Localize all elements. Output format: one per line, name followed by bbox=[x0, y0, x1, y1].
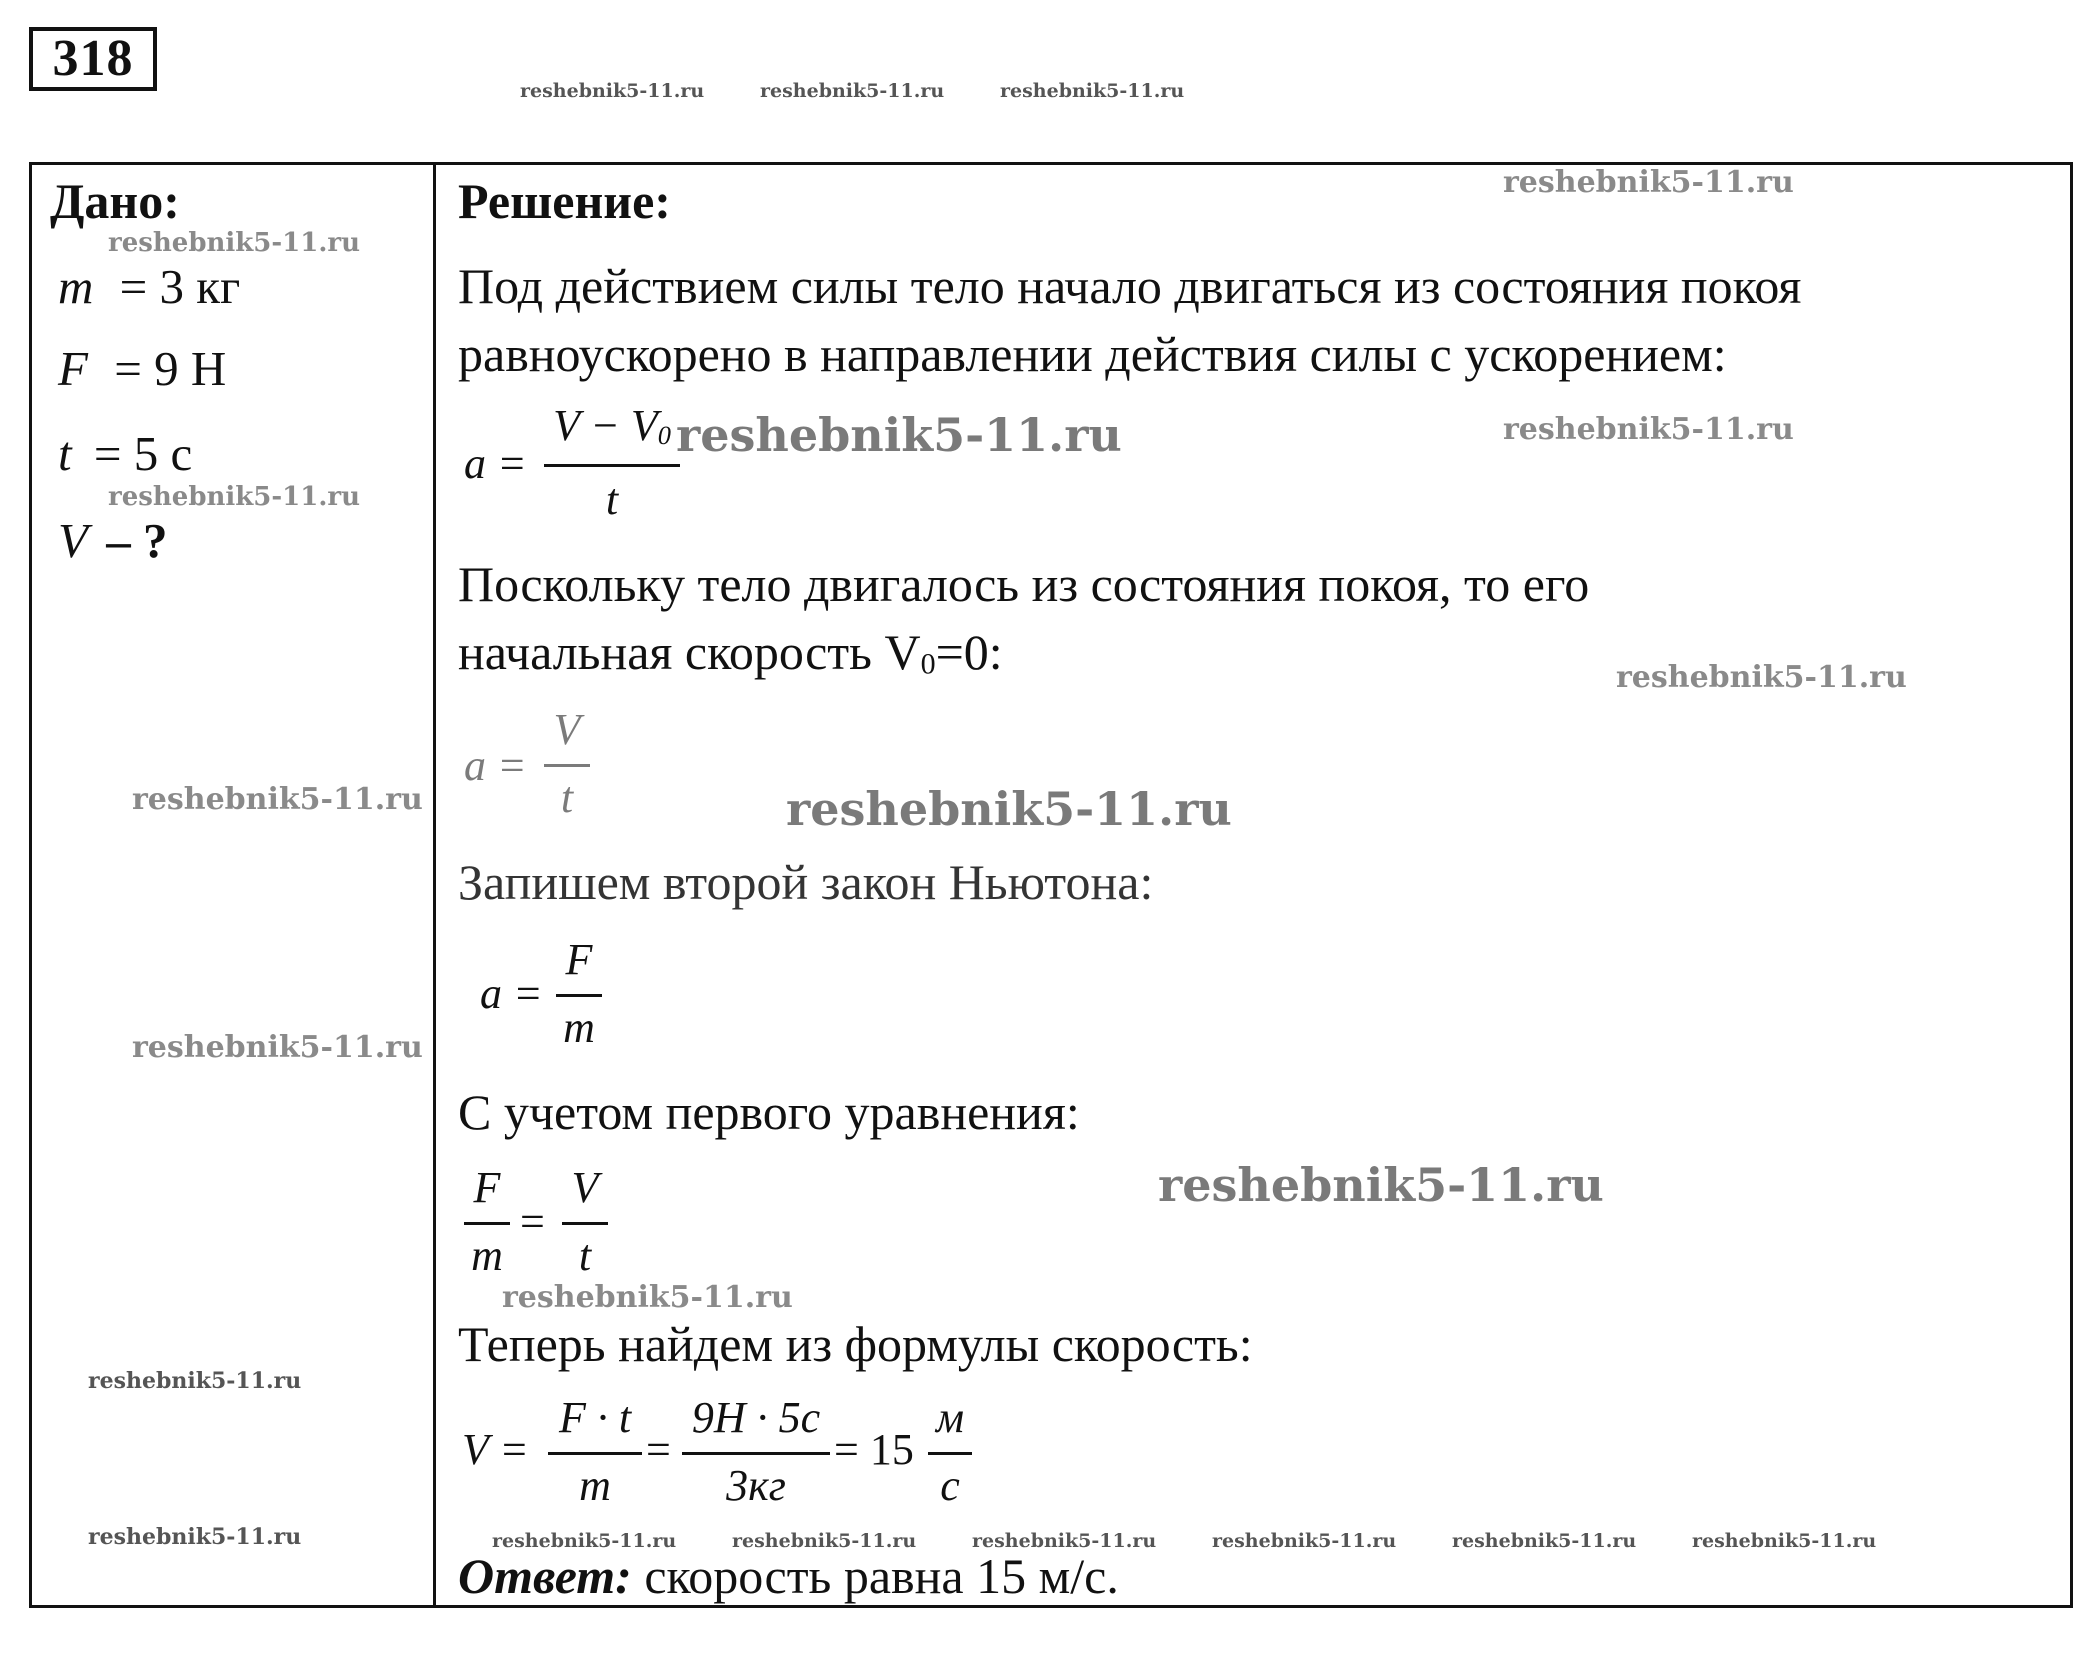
unknown-suffix: – ? bbox=[106, 513, 168, 568]
unknown-symbol: V bbox=[58, 513, 88, 568]
watermark: reshebnik5-11.ru bbox=[88, 1524, 302, 1550]
paragraph-5: Теперь найдем из формулы скорость: bbox=[458, 1316, 1253, 1372]
fraction-bar bbox=[928, 1452, 972, 1455]
formula-4-right-fraction bbox=[562, 1162, 608, 1282]
watermark: reshebnik5-11.ru bbox=[492, 1530, 677, 1552]
time-symbol: t bbox=[58, 426, 72, 481]
formula-2-denominator: t bbox=[560, 773, 574, 822]
fraction-bar bbox=[562, 1222, 608, 1225]
formula-4-right-denominator: t bbox=[578, 1231, 592, 1280]
watermark: reshebnik5-11.ru bbox=[1452, 1530, 1637, 1552]
watermark: reshebnik5-11.ru bbox=[1503, 412, 1794, 447]
paragraph-2 bbox=[458, 550, 1589, 699]
formula-5-numerator-1: F · t bbox=[558, 1393, 632, 1442]
paragraph-1-line-2: равноускорено в направлении действия силы с ускорением: bbox=[458, 326, 1727, 382]
formula-5-numerator-3: м bbox=[935, 1393, 965, 1442]
fraction-bar bbox=[548, 1452, 642, 1455]
mass-symbol: m bbox=[58, 259, 94, 314]
watermark: reshebnik5-11.ru bbox=[972, 1530, 1157, 1552]
formula-1-fraction bbox=[544, 400, 680, 530]
paragraph-1-line-1: Под действием силы тело начало двигаться из состояния покоя bbox=[458, 258, 1802, 314]
formula-1-denominator: t bbox=[605, 475, 619, 524]
force-value: = 9 Н bbox=[114, 341, 227, 396]
formula-1-numerator: $V - V_0$ bbox=[553, 401, 671, 450]
watermark: reshebnik5-11.ru bbox=[1616, 660, 1907, 695]
column-divider bbox=[433, 162, 436, 1608]
formula-5-denominator-3: c bbox=[940, 1461, 960, 1510]
formula-4-left-numerator: F bbox=[473, 1163, 501, 1212]
formula-4-equals: = bbox=[520, 1197, 545, 1246]
watermark: reshebnik5-11.ru bbox=[1000, 80, 1185, 102]
fraction-bar bbox=[682, 1452, 830, 1455]
formula-2-numerator: V bbox=[553, 705, 581, 754]
fraction-bar bbox=[464, 1222, 510, 1225]
formula-5-fraction-2 bbox=[682, 1392, 830, 1512]
formula-5-denominator-1: m bbox=[579, 1461, 611, 1510]
watermark: reshebnik5-11.ru bbox=[108, 482, 361, 512]
mass-value: = 3 кг bbox=[119, 259, 241, 314]
watermark: reshebnik5-11.ru bbox=[132, 782, 423, 817]
paragraph-2-line-1: Поскольку тело двигалось из состояния покоя, то его bbox=[458, 556, 1590, 612]
formula-5-denominator-2: 3кг bbox=[726, 1461, 786, 1510]
paragraph-1 bbox=[458, 252, 1801, 388]
formula-5-numerator-2: 9H · 5c bbox=[691, 1393, 821, 1442]
paragraph-2-line-2: начальная скорость $V_0=0$: bbox=[458, 624, 1003, 681]
watermark: reshebnik5-11.ru bbox=[88, 1368, 302, 1394]
formula-5-fraction-3 bbox=[928, 1392, 972, 1512]
time-value: = 5 с bbox=[93, 426, 193, 481]
formula-3-numerator: F bbox=[565, 935, 593, 984]
formula-5-equals-2: = 15 bbox=[834, 1425, 914, 1474]
formula-5-fraction-1 bbox=[548, 1392, 642, 1512]
formula-5-lhs: V = bbox=[462, 1425, 529, 1474]
formula-3-denominator: m bbox=[563, 1003, 595, 1052]
formula-2-fraction bbox=[544, 704, 590, 824]
watermark: reshebnik5-11.ru bbox=[1503, 165, 1794, 200]
watermark: reshebnik5-11.ru bbox=[732, 1530, 917, 1552]
given-time bbox=[58, 425, 192, 482]
watermark: reshebnik5-11.ru bbox=[1692, 1530, 1877, 1552]
answer-text: скорость равна 15 м/с. bbox=[631, 1548, 1119, 1604]
formula-3-fraction bbox=[556, 934, 602, 1054]
watermark: reshebnik5-11.ru bbox=[108, 228, 361, 258]
given-force bbox=[58, 340, 226, 397]
force-symbol: F bbox=[58, 341, 88, 396]
watermark: reshebnik5-11.ru bbox=[676, 408, 1122, 462]
watermark: reshebnik5-11.ru bbox=[1212, 1530, 1397, 1552]
formula-4-left-denominator: m bbox=[471, 1231, 503, 1280]
given-heading: Дано: bbox=[50, 173, 180, 229]
formula-2-lhs: a = bbox=[464, 741, 527, 790]
formula-4-right-numerator: V bbox=[571, 1163, 599, 1212]
formula-5-equals-1: = bbox=[646, 1425, 671, 1474]
formula-3-lhs: a = bbox=[480, 969, 543, 1018]
formula-4-left-fraction bbox=[464, 1162, 510, 1282]
given-unknown bbox=[58, 512, 167, 569]
solution-heading: Решение: bbox=[458, 173, 671, 229]
answer-label: Ответ: bbox=[458, 1548, 632, 1604]
fraction-bar bbox=[544, 764, 590, 767]
watermark: reshebnik5-11.ru bbox=[1158, 1158, 1604, 1212]
paragraph-3: Запишем второй закон Ньютона: bbox=[458, 854, 1154, 910]
watermark: reshebnik5-11.ru bbox=[502, 1280, 793, 1315]
watermark: reshebnik5-11.ru bbox=[132, 1030, 423, 1065]
watermark: reshebnik5-11.ru bbox=[520, 80, 705, 102]
fraction-bar bbox=[556, 994, 602, 997]
watermark: reshebnik5-11.ru bbox=[760, 80, 945, 102]
paragraph-4: С учетом первого уравнения: bbox=[458, 1084, 1080, 1140]
problem-number: 318 bbox=[29, 27, 157, 91]
fraction-bar bbox=[544, 464, 680, 467]
formula-1-lhs: a = bbox=[464, 439, 527, 488]
watermark: reshebnik5-11.ru bbox=[786, 782, 1232, 836]
given-mass bbox=[58, 258, 240, 315]
answer bbox=[458, 1542, 1119, 1610]
